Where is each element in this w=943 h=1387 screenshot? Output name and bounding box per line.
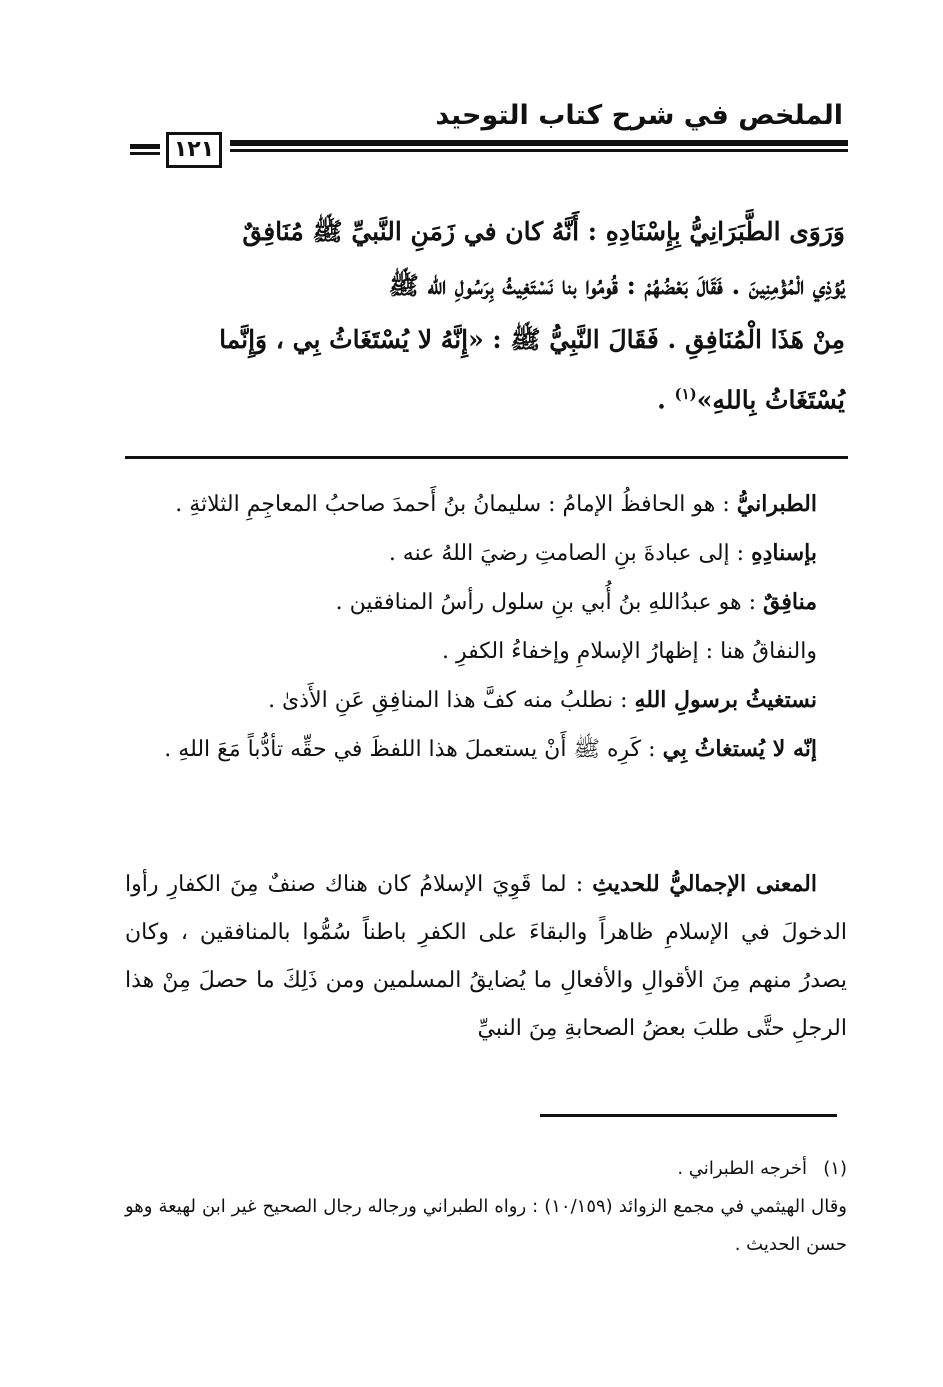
- running-header: الملخص في شرح كتاب التوحيد: [435, 100, 843, 131]
- glossary-entry: إنّه لا يُستغاثُ بِي : كَرِه ﷺ أَنْ يستعملَ هذا اللفظَ في حقِّه تأدُّباً مَعَ اللهِ .: [164, 736, 817, 762]
- glossary-entry: نستغيثُ برسولِ اللهِ : نطلبُ منه كفَّ هذا المنافِقِ عَنِ الأَذىٰ .: [268, 687, 817, 713]
- footnote-entry: وقال الهيثمي في مجمع الزوائد (١٠/١٥٩) : رواه الطبراني ورجاله رجال الصحيح غير ابن لهيعة وهو حسن الحديث .: [125, 1196, 847, 1255]
- hadith-line: يُسْتَغَاثُ بِاللهِ»$^{(١)}$ .: [657, 385, 845, 415]
- hadith-text: [125, 205, 845, 427]
- summary-paragraph: [125, 860, 847, 1053]
- glossary: [125, 480, 847, 774]
- glossary-entry: الطبرانيُّ : هو الحافظُ الإمامُ : سليمانُ بنُ أَحمدَ صاحبُ المعاجِمِ الثلاثةِ .: [175, 491, 817, 517]
- summary-term: المعنى الإجماليُّ للحديثِ: [592, 871, 817, 897]
- section-divider: [125, 456, 848, 459]
- footnote-entry: (١)أخرجه الطبراني .: [677, 1158, 847, 1179]
- page-number: ١٢١: [166, 132, 222, 168]
- hadith-line: وَرَوَى الطَّبَرَانِيُّ بِإِسْنَادِهِ : أَنَّهُ كان في زَمَنِ النَّبيِّ ﷺ مُنَافِقٌ: [242, 217, 845, 246]
- glossary-entry: منافِقٌ : هو عبدُاللهِ بنُ أُبي بنِ سلول رأسُ المنافقين .: [335, 589, 817, 615]
- summary-text: : لما قَوِيَ الإسلامُ كان هناك صنفٌ مِنَ الكفارِ رأوا الدخولَ في الإسلامِ ظاهراً والبقاءَ على الكفرِ باطناً سُمُّوا بالمنافقين ، وكان يصدرُ منهم مِنَ الأقوالِ والأفعالِ ما يُضايقُ المسلمين ومن ذَلِكَ ما حصلَ مِنْ هذا الرجلِ حتَّى طلبَ بعضُ الصحابةِ مِنَ النبيِّ: [125, 872, 847, 1041]
- glossary-entry: بإسنادِهِ : إلى عبادةَ بنِ الصامتِ رضيَ اللهُ عنه .: [388, 540, 817, 566]
- hadith-line: مِنْ هَذَا الْمُنَافِقِ . فَقَالَ النَّبِيُّ ﷺ : «إِنَّهُ لا يُسْتَغَاثُ بِي ، وَإِنَّما: [219, 325, 845, 354]
- footnote-rule: [540, 1114, 837, 1117]
- glossary-entry: والنفاقُ هنا : إظهارُ الإسلامِ وإخفاءُ الكفرِ .: [442, 639, 817, 664]
- header-rule: [130, 133, 848, 169]
- footnotes: [125, 1150, 847, 1264]
- hadith-line: يُؤذِي الْمُؤْمِنِينَ . فَقَالَ بَعْضُهُمْ : قُومُوا بنا نَسْتَغِيثُ بِرَسُولِ الله ﷺ: [388, 271, 845, 300]
- footnote-ref: (١): [674, 385, 697, 403]
